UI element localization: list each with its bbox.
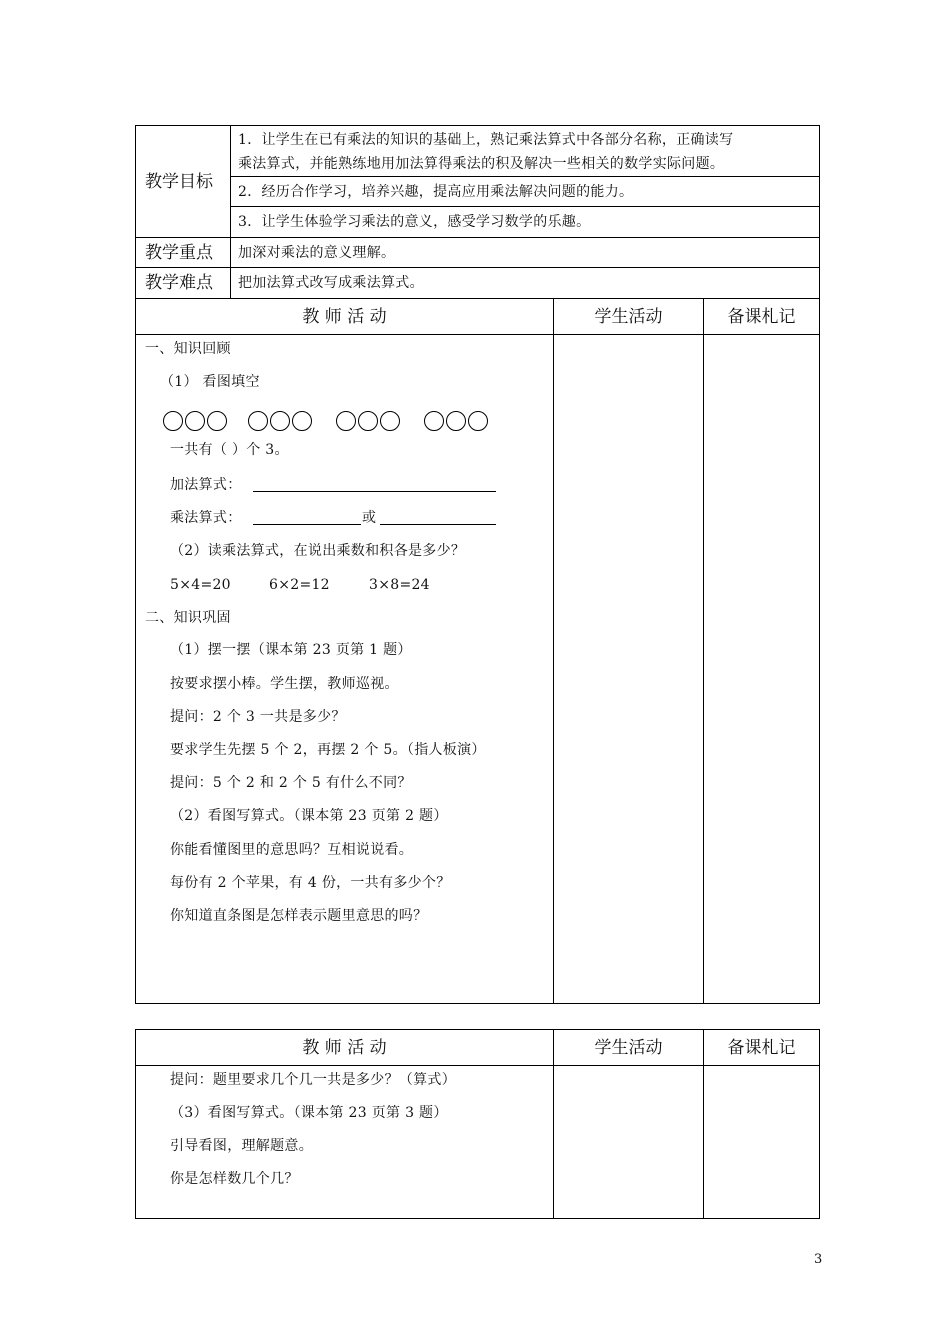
fill-in-prompt: （1） 看图填空 <box>160 374 260 390</box>
lesson-paragraph: 你是怎样数几个几？ <box>170 1171 299 1187</box>
key-point-label: 教学重点 <box>145 243 213 263</box>
circle-icon <box>424 411 444 431</box>
lesson-paragraph: （1）摆一摆（课本第 23 页第 1 题） <box>170 642 412 658</box>
addition-blank <box>253 491 496 492</box>
teacher-activity-header: 教 师 活 动 <box>302 307 387 327</box>
page-number: 3 <box>814 1252 823 1267</box>
student-activity-header: 学生活动 <box>594 1038 663 1058</box>
table1-row-divider <box>135 334 820 335</box>
lesson-paragraph: （2）看图写算式。（课本第 23 页第 2 题） <box>170 808 448 824</box>
circle-icon <box>468 411 488 431</box>
circle-icon <box>248 411 268 431</box>
equation: 6×2=12 <box>269 577 330 593</box>
multiplication-blank-2 <box>380 524 496 525</box>
objective-1-line-2: 乘法算式，并能熟练地用加法算得乘法的积及解决一些相关的数学实际问题。 <box>238 156 725 172</box>
consolidate-heading: 二、知识巩固 <box>145 610 231 626</box>
circle-icon <box>185 411 205 431</box>
circle-group <box>336 411 406 433</box>
table1-row-divider <box>230 176 820 177</box>
difficulty-label: 教学难点 <box>145 273 213 293</box>
multiplication-label: 乘法算式： <box>170 510 242 526</box>
table2-border-top <box>135 1029 820 1030</box>
equation: 5×4=20 <box>170 577 231 593</box>
table1-row-divider <box>135 298 820 299</box>
table2-border-bottom <box>135 1218 820 1219</box>
lesson-paragraph: 引导看图，理解题意。 <box>170 1138 313 1154</box>
lesson-paragraph: 提问：题里要求几个几一共是多少？（算式） <box>170 1072 456 1088</box>
table1-col-divider <box>703 298 704 1004</box>
objective-3: 3．让学生体验学习乘法的意义，感受学习数学的乐趣。 <box>238 214 591 230</box>
circle-icon <box>336 411 356 431</box>
lesson-paragraph: 按要求摆小棒。学生摆，教师巡视。 <box>170 676 399 692</box>
lesson-notes-header: 备课札记 <box>727 1038 796 1058</box>
lesson-paragraph: 提问：5 个 2 和 2 个 5 有什么不同？ <box>170 775 412 791</box>
circle-group <box>248 411 318 433</box>
table1-col-divider <box>553 298 554 1004</box>
circle-icon <box>358 411 378 431</box>
lesson-paragraph: 要求学生先摆 5 个 2，再摆 2 个 5。（指人板演） <box>170 742 486 758</box>
lesson-notes-header: 备课札记 <box>727 307 796 327</box>
circle-icon <box>270 411 290 431</box>
table2-header-divider <box>135 1065 820 1066</box>
lesson-paragraph: 你能看懂图里的意思吗？互相说说看。 <box>170 842 414 858</box>
read-prompt: （2）读乘法算式，在说出乘数和积各是多少？ <box>170 543 466 559</box>
objective-1-line-1: 1．让学生在已有乘法的知识的基础上，熟记乘法算式中各部分名称，正确读写 <box>238 132 734 148</box>
equation: 3×8=24 <box>369 577 430 593</box>
multiplication-blank-1 <box>253 524 361 525</box>
table1-border-left <box>135 125 136 1004</box>
table1-row-divider <box>135 237 820 238</box>
circle-icon <box>446 411 466 431</box>
table1-border-top <box>135 125 820 126</box>
circle-group <box>424 411 494 433</box>
lesson-paragraph: 你知道直条图是怎样表示题里意思的吗？ <box>170 908 428 924</box>
difficulty-text: 把加法算式改写成乘法算式。 <box>238 275 424 291</box>
review-heading: 一、知识回顾 <box>145 341 231 357</box>
table1-row-divider <box>135 267 820 268</box>
lesson-paragraph: （3）看图写算式。（课本第 23 页第 3 题） <box>170 1105 448 1121</box>
teacher-activity-header: 教 师 活 动 <box>302 1038 387 1058</box>
student-activity-header: 学生活动 <box>594 307 663 327</box>
circle-group <box>163 411 233 433</box>
circle-icon <box>207 411 227 431</box>
objective-2: 2．经历合作学习，培养兴趣，提高应用乘法解决问题的能力。 <box>238 184 634 200</box>
circle-icon <box>292 411 312 431</box>
circle-icon <box>163 411 183 431</box>
table1-border-bottom <box>135 1003 820 1004</box>
objectives-label: 教学目标 <box>145 172 213 192</box>
table1-label-divider <box>230 125 231 298</box>
lesson-paragraph: 提问：2 个 3 一共是多少？ <box>170 709 346 725</box>
circle-icon <box>380 411 400 431</box>
count-text: 一共有（ ）个 3。 <box>170 442 289 458</box>
table1-border-right <box>819 125 820 1004</box>
table2-border-right <box>819 1029 820 1219</box>
key-point-text: 加深对乘法的意义理解。 <box>238 245 396 261</box>
table1-row-divider <box>230 206 820 207</box>
addition-label: 加法算式： <box>170 477 242 493</box>
lesson-paragraph: 每份有 2 个苹果，有 4 份，一共有多少个？ <box>170 875 451 891</box>
or-text: 或 <box>362 510 377 526</box>
